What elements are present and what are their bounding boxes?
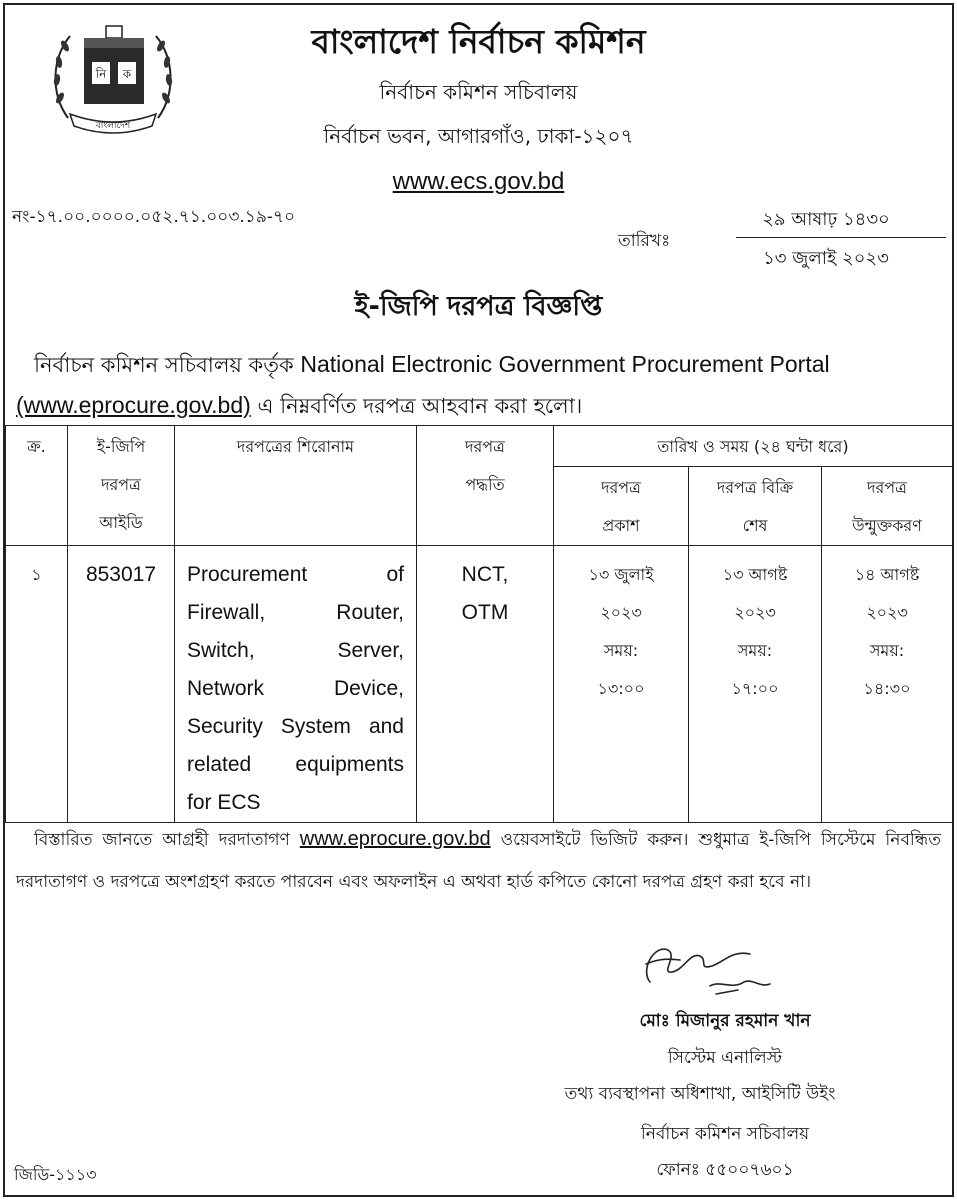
header-datetime-group: তারিখ ও সময় (২৪ ঘন্টা ধরে) [554, 426, 953, 467]
header-tender-id: ই-জিপি দরপত্র আইডি [68, 426, 175, 546]
memo-number: নং-১৭.০০.০০০০.০৫২.৭১.০০৩.১৯-৭০ [12, 207, 296, 227]
tender-table [5, 425, 953, 823]
date-divider [736, 237, 946, 238]
cell-tender-title: Procurement of Firewall, Router, Switch, Server, Network Device, Security System and related equipments for ECS [175, 546, 417, 823]
header-method: দরপত্র পদ্ধতি [417, 426, 554, 546]
website-link[interactable]: www.ecs.gov.bd [392, 168, 565, 195]
organization-name: বাংলাদেশ নির্বাচন কমিশন [311, 22, 646, 61]
intro-paragraph [16, 344, 942, 426]
office-address: নির্বাচন ভবন, আগারগাঁও, ঢাকা-১২০৭ [323, 124, 634, 148]
handwritten-signature [620, 930, 790, 1010]
signatory-name: মোঃ মিজানুর রহমান খান [639, 1011, 811, 1031]
signatory-phone: ফোনঃ ৫৫০০৭৬০১ [656, 1160, 794, 1180]
cell-sale-end: ১৩ আগষ্ট ২০২৩ সময়: ১৭:০০ [689, 546, 822, 823]
logo-letter-2: ক [122, 67, 132, 81]
secretariat-name: নির্বাচন কমিশন সচিবালয় [379, 80, 578, 104]
intro-text-2: এ নিম্নবর্ণিত দরপত্র আহবান করা হলো। [257, 394, 583, 418]
header-sale-end: দরপত্র বিক্রি শেষ [689, 467, 822, 546]
signatory-designation: সিস্টেম এনালিস্ট [667, 1048, 783, 1068]
table-row [6, 546, 953, 823]
footer-text-2: ওয়েবসাইটে ভিজিট করুন। শুধুমাত্র ই-জিপি সিস্টেমে নিবন্ধিত দরদাতাগণ ও দরপত্রে অংশগ্রহণ করতে পারবেন এবং অফলাইন এ অথবা হার্ড কপিতে কোনো দরপত্র গ্রহণ করা হবে না। [16, 830, 941, 892]
reference-code: জিডি-১১১৩ [14, 1165, 97, 1184]
portal-url-link[interactable]: (www.eprocure.gov.bd) [16, 392, 251, 418]
header-tender-title: দরপত্রের শিরোনাম [175, 426, 417, 546]
intro-text-1: নির্বাচন কমিশন সচিবালয় কর্তৃক [34, 353, 294, 377]
eprocure-link[interactable]: www.eprocure.gov.bd [299, 828, 491, 850]
notice-title: ই-জিপি দরপত্র বিজ্ঞপ্তি [354, 291, 603, 322]
cell-tender-id: 853017 [68, 546, 175, 823]
footer-paragraph [16, 818, 941, 903]
date-label: তারিখঃ [618, 231, 671, 251]
date-bangla: ২৯ আষাঢ় ১৪৩০ [762, 209, 890, 230]
portal-name: National Electronic Government Procurement Portal [300, 351, 830, 377]
header-serial: ক্র. [6, 426, 68, 546]
logo-letter-1: নি [95, 67, 107, 81]
date-gregorian: ১৩ জুলাই ২০২৩ [763, 248, 889, 269]
footer-text-1: বিস্তারিত জানতে আগ্রহী দরদাতাগণ [34, 830, 290, 850]
signatory-division: তথ্য ব্যবস্থাপনা অধিশাখা, আইসিটি উইং [564, 1084, 836, 1104]
header-publish: দরপত্র প্রকাশ [554, 467, 689, 546]
signatory-office: নির্বাচন কমিশন সচিবালয় [640, 1124, 810, 1144]
logo-banner-text: বাংলাদেশ [95, 121, 131, 131]
cell-serial: ১ [6, 546, 68, 823]
header-opening: দরপত্র উন্মুক্তকরণ [822, 467, 953, 546]
cell-publish: ১৩ জুলাই ২০২৩ সময়: ১৩:০০ [554, 546, 689, 823]
cell-opening: ১৪ আগষ্ট ২০২৩ সময়: ১৪:৩০ [822, 546, 953, 823]
cell-method: NCT, OTM [417, 546, 554, 823]
